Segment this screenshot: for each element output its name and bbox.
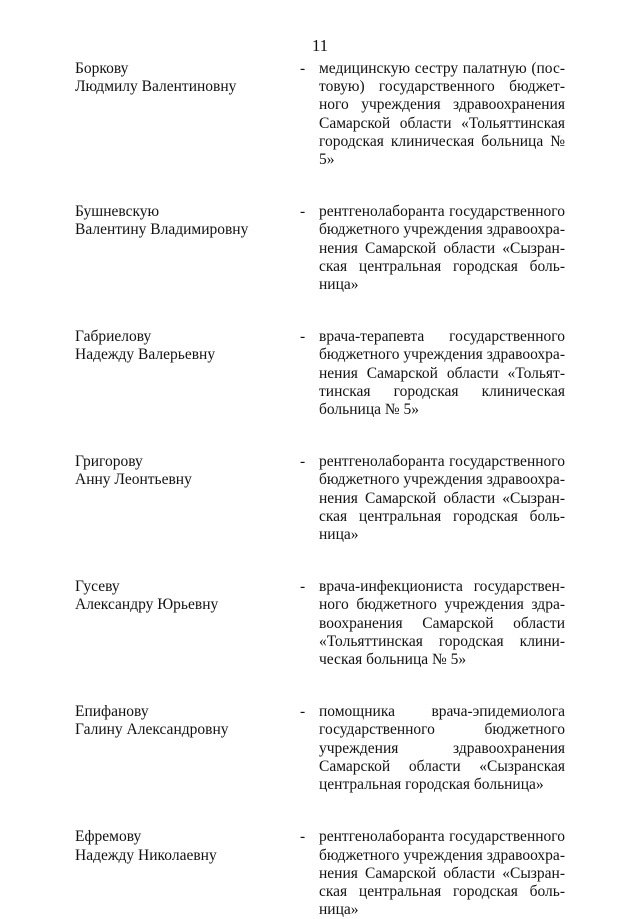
list-item bbox=[75, 453, 565, 544]
dash-separator: - bbox=[300, 703, 306, 721]
dash-separator: - bbox=[300, 60, 306, 77]
list-item bbox=[75, 60, 565, 169]
given-names: Галину Александровну bbox=[75, 721, 229, 739]
position-description: медицинскую сестру палатную (постовую) государственного бюджетного учреждения здравоохранения Самарской области «Тольяттинская городская клиническая больница № 5» bbox=[319, 60, 565, 169]
list-item bbox=[75, 328, 565, 419]
person-name bbox=[75, 453, 300, 544]
list-item bbox=[75, 828, 565, 919]
dash-separator: - bbox=[300, 828, 306, 846]
given-names: Людмилу Валентиновну bbox=[75, 78, 237, 96]
surname: Габриелову bbox=[75, 328, 152, 346]
person-name bbox=[75, 703, 300, 794]
position-description: рентгенолаборанта государственного бюджетного учреждения здравоохранения Самарской области «Сызранская центральная городская больница» bbox=[319, 453, 565, 544]
surname: Епифанову bbox=[75, 703, 149, 721]
dash-separator: - bbox=[300, 203, 306, 221]
position-description: врача-терапевта государственного бюджетного учреждения здравоохранения Самарской области «Тольяттинская городская клиническая больница № 5» bbox=[319, 328, 565, 419]
person-name bbox=[75, 578, 300, 669]
dash-separator: - bbox=[300, 578, 306, 596]
surname: Ефремову bbox=[75, 828, 142, 846]
surname: Боркову bbox=[75, 60, 129, 77]
person-name bbox=[75, 60, 300, 169]
dash-separator: - bbox=[300, 453, 306, 471]
given-names: Надежду Валерьевну bbox=[75, 346, 216, 364]
given-names: Александру Юрьевну bbox=[75, 596, 219, 614]
person-name bbox=[75, 828, 300, 919]
page-number: 11 bbox=[311, 36, 329, 55]
given-names: Надежду Николаевну bbox=[75, 846, 217, 864]
award-list bbox=[75, 60, 565, 919]
position-description: врача-инфекциониста государственного бюджетного учреждения здравоохранения Самарской области «Тольяттинская городская клиническая больница № 5» bbox=[319, 578, 565, 669]
surname: Гусеву bbox=[75, 578, 120, 596]
given-names: Анну Леонтьевну bbox=[75, 471, 192, 489]
given-names: Валентину Владимировну bbox=[75, 221, 249, 239]
person-name bbox=[75, 328, 300, 419]
surname: Бушневскую bbox=[75, 203, 160, 221]
position-description: рентгенолаборанта государственного бюджетного учреждения здравоохранения Самарской области «Сызранская центральная городская больница» bbox=[319, 203, 565, 294]
list-item bbox=[75, 578, 565, 669]
position-description: рентгенолаборанта государственного бюджетного учреждения здравоохранения Самарской области «Сызранская центральная городская больница» bbox=[319, 828, 565, 919]
position-description: помощника врача-эпидемиолога государственного бюджетного учреждения здравоохранения Самарской области «Сызранская центральная городская больница» bbox=[319, 703, 565, 794]
surname: Григорову bbox=[75, 453, 143, 471]
list-item bbox=[75, 703, 565, 794]
dash-separator: - bbox=[300, 328, 306, 346]
list-item bbox=[75, 203, 565, 294]
person-name bbox=[75, 203, 300, 294]
